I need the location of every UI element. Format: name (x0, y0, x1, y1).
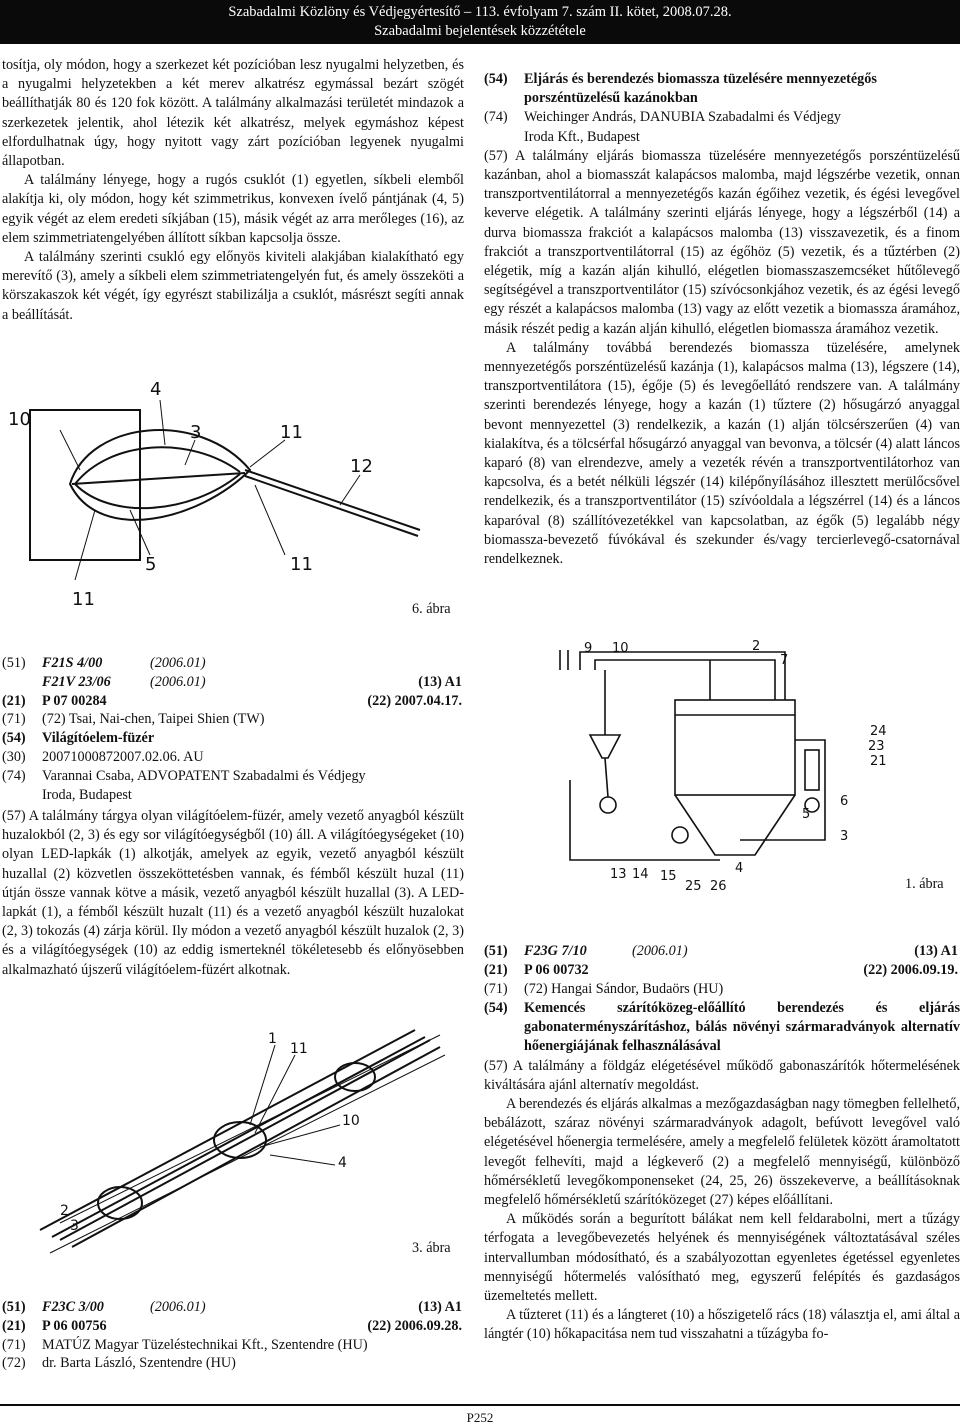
paragraph: A berendezés és eljárás alkalmas a mezőgazdaságban nagy tömegben fellelhető, bebálázott, száraz növényi szármaradványok adagolt, befúvott levegővel való elégetésével hőenergia termelésére, amely a megfelelő felületek között áramoltatott levegőt felhevíti, majd a légkeverő (2) a megfelelő mennyiségű, különböző hőmérsékletű levegőkomponenseket (24, 25, 26) összekeverve, a beállításoknak megfelelő hőmérsékletű szárítóközeget (27) képes előállítani. (484, 1096, 960, 1209)
inid-code: (54) (484, 71, 508, 87)
filing-date: (22) 2006.09.19. (863, 961, 958, 978)
section-title: Szabadalmi bejelentések közzététele (374, 23, 586, 39)
inid-code: (30) (2, 748, 26, 765)
paragraph: A működés során a begurított bálákat nem kell feldarabolni, mert a tűzágy térfogata a levegőbevezetés helyének és mennyiségének változtatásával széles intervallumban módosítható, és a szabályozottan egyenletes égetéssel egyenletes mennyiségű hőtermelés valósítható meg, egyszerű felépítés és gazdaságos üzemeltetés mellett. (484, 1211, 960, 1305)
figure-6-hinge-drawing (0, 370, 470, 630)
application-number: P 07 00284 (42, 692, 107, 709)
ipc-class: F21S 4/00 (42, 655, 103, 671)
inid-code: (21) (2, 1317, 26, 1334)
ipc-date: (2006.01) (150, 1299, 206, 1315)
inid-code: (71) (2, 711, 26, 728)
inid-code: (51) (484, 943, 508, 959)
application-number: P 06 00756 (42, 1317, 107, 1334)
fig3-label: 1 (268, 1031, 277, 1047)
fig1-label: 2 (752, 640, 761, 654)
fig6-label: 11 (72, 589, 95, 610)
fig1-label: 23 (868, 739, 885, 754)
fig1-funnel (675, 795, 795, 855)
ipc-date: (2006.01) (150, 673, 206, 690)
fig1-label: 6 (840, 794, 849, 809)
journal-title: Szabadalmi Közlöny és Védjegyértesítő – 113. évfolyam 7. szám II. kötet, 2008.07.28. (228, 4, 732, 20)
paragraph: tosítja, oly módon, hogy a szerkezet két pozícióban lesz nyugalmi helyzetben, és a nyugalmi helyzetekben a két merev alkatrész egymással bezárt szögét beállíthatják 80 és 120 fok között. A találmány alkalmazási területét mindazok a szerkezetek jelentik, ahol létezik két alkatrész, melyek egymáshoz képest elfordulhatnak úgy, hogy nyitott vagy zárt pozícióban legyenek nyugalmi állapotban. (2, 57, 464, 170)
fig3-wire (60, 1040, 430, 1240)
inid-code: (54) (2, 730, 26, 747)
paragraph: (57) A találmány eljárás biomassza tüzelésére mennyezetégős porszéntüzelésű kazánban, ahol a biomasszát kalapácsos malomba, majd légszérbe vezetik, onnan transzportventilátorral a mennyezetégős kazán égőihez vezetik, és égési levegővel keverve elégetik. A találmány szerinti eljárás lényege, hogy a légszérből (14) a durva biomassza frakciót a kalapácsos malomba (13) visszavezetik, és a finom frakciót a transzportventilátorral (15) az égőhöz (5) vezetik, és a tűztérben (2) elégetik, míg a kazán alján kihulló, elégetlen biomasszaszemcséket hűtőlevegő segítségével a transzportventilátor (15) szívócsonkjához vezetik, és az égési levegő egy részét a kalapácsos malomba (13) vagy az előtt vezetik a biomassza áramához, másik részét pedig a kazán alján kihulló, elégetlen biomassza áramához vezetik. (484, 147, 960, 337)
page-header (0, 0, 960, 44)
priority: 20071000872007.02.06. AU (42, 748, 204, 765)
kind-code: (13) A1 (418, 1299, 462, 1315)
fig3-label: 2 (60, 1203, 69, 1219)
figure-3-led-string-drawing (0, 1015, 470, 1260)
fig3-label: 4 (338, 1155, 347, 1171)
patent-f21s-abstract (2, 807, 464, 980)
fig3-label: 10 (342, 1113, 360, 1129)
inventor: dr. Barta László, Szentendre (HU) (42, 1355, 236, 1372)
paragraph: A tűzteret (11) és a lángteret (10) a hőszigetelő rács (18) választja el, ami által a lángtér (10) hőkapacitása nem tud visszahatni a tűzágyba fo- (484, 1307, 960, 1343)
ipc-class: F23C 3/00 (42, 1299, 104, 1315)
fig1-label: 15 (660, 869, 677, 884)
footer-rule (0, 1404, 960, 1406)
fig6-label: 12 (350, 456, 373, 477)
ipc-class: F21V 23/06 (42, 673, 111, 690)
fig3-label: 3 (70, 1218, 79, 1234)
figure-1-caption: 1. ábra (905, 876, 944, 892)
inid-code: (21) (2, 692, 26, 709)
page-number: P252 (466, 1410, 494, 1425)
inid-code: (71) (2, 1336, 26, 1353)
inid-code: (72) (2, 1355, 26, 1372)
fig6-label: 11 (290, 554, 313, 575)
fig1-label: 14 (632, 867, 649, 882)
patent-title: Eljárás és berendezés biomassza tüzelésére mennyezetégős porszéntüzelésű kazánokban (524, 71, 877, 107)
figure-3-caption: 3. ábra (412, 1240, 451, 1256)
applicant: (72) Hangai Sándor, Budaörs (HU) (524, 980, 724, 997)
filing-date: (22) 2007.04.17. (367, 692, 462, 709)
agent-cont: Iroda Kft., Budapest (524, 128, 640, 145)
fig1-label: 25 (685, 879, 702, 894)
fig1-mill (600, 797, 616, 813)
kind-code: (13) A1 (914, 943, 958, 959)
figure-1-boiler-drawing (540, 640, 900, 905)
figure-6-caption: 6. ábra (412, 601, 451, 617)
patent-f23g-bibliography (484, 942, 958, 998)
fig6-label: 11 (280, 422, 303, 443)
ipc-date: (2006.01) (632, 943, 688, 959)
fig1-cyclone (590, 735, 620, 758)
fig1-label: 13 (610, 867, 627, 882)
fig3-label: 11 (290, 1041, 308, 1057)
fig1-label: 24 (870, 724, 887, 739)
fig1-label: 3 (840, 829, 849, 844)
fig6-plate (30, 410, 140, 560)
inid-code: (51) (2, 1299, 26, 1315)
fig6-label: 5 (145, 554, 157, 575)
abstract: (57) A találmány tárgya olyan világítóelem-füzér, amely vezető anyagból készült huzalokból (2, 3) és egy sor világítóegységből (10) áll. A világítóegységeket (10) olyan LED-lapkák (1) alkotják, amelyek az egyik, vezető anyagból készült huzallal (2) közvetlen összeköttetésben vannak, és fémből készült huzal (11) útján össze vannak kötve a másik, vezető anyagból készült huzallal (3). A LED-lapkát (1), a fémből készült huzalt (11) és a vezető anyagból készült huzalokat (2, 3) tokozás (4) zárja körül. Ily módon a vezető anyagból készült huzalok (2, 3) és a világítóegységek (10) az eddig ismerteknél tökéletesebb és előnyösebben alkalmazható újszerű világítóelem-füzért alkotnak. (2, 808, 464, 978)
fig3-led (98, 1187, 142, 1219)
agent-cont: Iroda, Budapest (42, 786, 132, 803)
paragraph: A találmány lényege, hogy a rugós csuklót (1) egyetlen, síkbeli elemből alakítja ki, oly módon, hogy két szimmetrikus, konvexen ívelő pántjának (4, 5) egyik végét az elem eredeti síkjában (15), másik végét az arra merőleges (16), az elem szimmetriatengelyében állított síkban kapcsolja össze. (2, 172, 464, 246)
agent: Varannai Csaba, ADVOPATENT Szabadalmi és Védjegy (42, 767, 366, 784)
fig1-label: 5 (802, 807, 811, 822)
fig1-label: 10 (612, 641, 629, 656)
patent-f23g-text (484, 999, 960, 1345)
fig6-label: 3 (190, 422, 202, 443)
fig6-label: 10 (8, 409, 31, 430)
kind-code: (13) A1 (418, 673, 462, 690)
patent-f21s-bibliography (2, 654, 462, 804)
inid-code: (74) (484, 109, 508, 126)
inid-code: (71) (484, 980, 508, 997)
right-column-text (484, 70, 960, 569)
agent: Weichinger András, DANUBIA Szabadalmi és Védjegy (524, 109, 841, 126)
paragraph: A találmány továbbá berendezés biomassza tüzelésére, amelynek mennyezetégős porszéntüzelésű kazánja (1), kalapácsos malma (13), légszere (14), transzportventilátora (15), égője (5) és levegőellátó rendszere van. A találmány szerinti berendezés lényege, hogy a kazán (1) tűztere (2) hősugárzó anyaggal bevont mennyezettel (3) rendelkezik, a kazán (1) alján tölcsérszerűen (4) van kialakítva, és a tölcsérfal hősugárzó anyaggal van bevonva, a tölcsér (4) alatt láncos kaparó (8) van elrendezve, amely a vezeték révén a transzportventilátorhoz van kapcsolva, és a betét nélküli légszér (14) kilépőnyílásához illesztett merülőcsővel rendelkezik, és a transzportventilátor (15) szívóoldala a légszérrel (14) és a láncos kaparóval (8) szállítóvezetékkel van kapcsolatban, az égők (5) legalább négy biomassza-bevezető fúvókával és szekunder és/vagy tercierlevegő-csatornával rendelkeznek. (484, 339, 960, 568)
applicant: MATÚZ Magyar Tüzeléstechnikai Kft., Szentendre (HU) (42, 1336, 368, 1353)
applicant: (72) Tsai, Nai-chen, Taipei Shien (TW) (42, 711, 265, 728)
patent-f23c-bibliography (2, 1298, 462, 1373)
fig1-label: 9 (584, 641, 593, 656)
fig1-label: 4 (735, 861, 744, 876)
inid-code: (21) (484, 961, 508, 978)
fig6-label: 4 (150, 379, 162, 400)
left-column-text (2, 56, 464, 325)
inid-code: (51) (2, 655, 26, 671)
inid-code: (54) (484, 1000, 508, 1016)
inid-code: (74) (2, 767, 26, 784)
application-number: P 06 00732 (524, 961, 589, 978)
fig1-label: 21 (870, 754, 887, 769)
ipc-date: (2006.01) (150, 655, 206, 671)
paragraph: (57) A találmány a földgáz elégetésével működő gabonaszárítók hőtermelésének kiváltására ajánl alternatív megoldást. (484, 1057, 960, 1093)
fig1-label: 7 (780, 653, 789, 668)
fig1-label: 26 (710, 879, 727, 894)
patent-title: Kemencés szárítóközeg-előállító berendezés és eljárás gabonaterményszárításhoz, bálás növényi szármaradványok alternatív hőenergiájának felhasználásával (524, 1000, 960, 1055)
paragraph: A találmány szerinti csukló egy előnyös kiviteli alakjában kialakítható egy merevítő (3), amely a síkbeli elem szimmetriatengelyén fut, és amely összeköti a körszakaszok két végét, így egyrészt stabilizálja a csuklót, másrészt segíti annak a beállítását. (2, 249, 464, 323)
filing-date: (22) 2006.09.28. (367, 1317, 462, 1334)
ipc-class: F23G 7/10 (524, 943, 587, 959)
patent-title: Világítóelem-füzér (42, 730, 155, 747)
fig1-fan (672, 827, 688, 843)
